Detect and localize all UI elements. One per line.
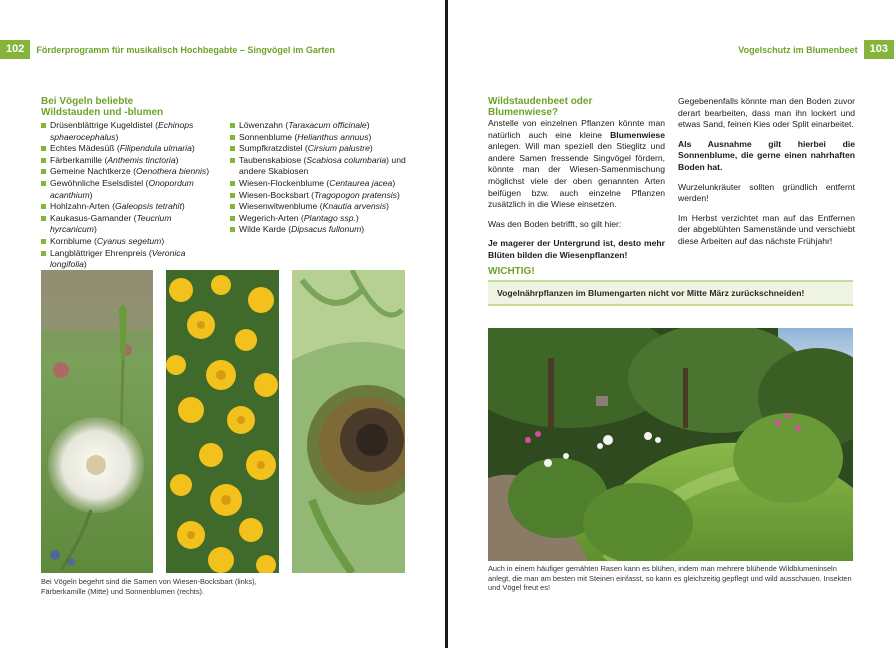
plant-list-item: Taubenskabiose (Scabiosa columbaria) und andere Skabiosen xyxy=(230,155,408,178)
plant-name: Wegerich-Arten xyxy=(239,212,299,223)
plant-name: Sumpfkratzdistel xyxy=(239,143,303,154)
plant-list-item: Kornblume (Cyanus segetum) xyxy=(41,236,219,248)
plant-latin-name: Galeopsis tetrahit xyxy=(114,201,182,212)
right-column-1 xyxy=(488,96,665,262)
right-header xyxy=(732,40,894,59)
plant-list-item: Kaukasus-Gamander (Teucrium hyrcanicum) xyxy=(41,213,219,236)
plant-name: Taubenskabiose xyxy=(239,154,302,165)
plant-suffix: und andere Skabiosen xyxy=(239,154,406,177)
plant-name: Färberkamille xyxy=(50,154,103,165)
book-spine xyxy=(445,0,448,648)
plant-name: Gemeine Nachtkerze xyxy=(50,166,131,177)
plant-name: Echtes Mädesüß xyxy=(50,143,115,154)
plant-name: Drüsenblättrige Kugeldistel xyxy=(50,120,153,130)
plant-name: Sonnenblume xyxy=(239,131,293,142)
plant-list-item: Langblättriger Ehrenpreis (Veronica longifolia) xyxy=(41,248,219,271)
plant-latin-name: Cyanus segetum xyxy=(96,235,162,246)
photo-sonnenblume xyxy=(292,270,405,573)
plant-list-item: Wiesenwitwenblume (Knautia arvensis) xyxy=(230,201,408,213)
plant-name: Langblättriger Ehrenpreis xyxy=(50,247,147,258)
plant-list-item: Gewöhnliche Eselsdistel (Onopordum acanthium) xyxy=(41,178,219,201)
photo-garden xyxy=(488,328,853,561)
plant-latin-name: Oenothera biennis xyxy=(135,166,207,177)
page-number-right: 103 xyxy=(864,40,894,59)
left-page xyxy=(0,0,445,648)
photo-wiesen-bocksbart xyxy=(41,270,153,573)
wichtig-box: Vogelnährpflanzen im Blumengarten nicht vor Mitte März zurückschneiden! xyxy=(488,280,853,306)
page-number-left: 102 xyxy=(0,40,30,59)
section-title-right: Wildstaudenbeet oder Blumenwiese? xyxy=(488,96,593,118)
plant-latin-name: Echinops sphaerocephalus xyxy=(50,120,194,142)
paragraph-bearbeiten: Gegebenenfalls könnte man den Boden zuvor derart bearbeiten, dass man ihn lockert und etwas Sand, feinen Kies oder Split einarbeitet. xyxy=(678,96,855,130)
plant-list-item: Gemeine Nachtkerze (Oenothera biennis) xyxy=(41,166,219,178)
paragraph-ausnahme: Als Ausnahme gilt hierbei die Sonnenblume, die gerne einen nahrhaften Boden hat. xyxy=(678,138,855,172)
plant-name: Wiesen-Bocksbart xyxy=(239,189,309,200)
wichtig-title: WICHTIG! xyxy=(488,266,535,277)
plant-list-col2 xyxy=(230,120,408,236)
paragraph-wurzelunkraeuter: Wurzelunkräuter sollten gründlich entfernt werden! xyxy=(678,181,855,204)
plant-list-item: Drüsenblättrige Kugeldistel (Echinops sphaerocephalus) xyxy=(41,120,219,143)
plant-latin-name: Taraxacum officinale xyxy=(288,120,367,130)
plant-name: Kaukasus-Gamander xyxy=(50,212,132,223)
paragraph-herbst: Im Herbst verzichtet man auf das Entfernen der abgeblühten Samenstände und verschiebt diese Arbeiten auf das nächste Frühjahr! xyxy=(678,212,855,246)
plant-latin-name: Teucrium hyrcanicum xyxy=(50,212,172,235)
plant-name: Kornblume xyxy=(50,235,92,246)
plant-name: Löwenzahn xyxy=(239,120,283,130)
paragraph-boden: Was den Boden betrifft, so gilt hier: xyxy=(488,218,622,229)
plant-name: Gewöhnliche Eselsdistel xyxy=(50,177,144,188)
paragraph-blumenwiese: Anstelle von einzelnen Pflanzen könnte man natürlich auch eine kleine Blumenwiese anlegen. Will man speziell den Stieglitz und andere Samen fressende Singvögel fördern, könnte man der Wiesen-Samenmischung möglichst viele der oben genannten Arten beifügen bzw. auch einzelne Pflanzen zusätzlich in die Wiese einsetzen. xyxy=(488,118,665,210)
plant-latin-name: Centaurea jacea xyxy=(329,177,393,188)
plant-list-item: Wiesen-Flockenblume (Centaurea jacea) xyxy=(230,178,408,190)
plant-latin-name: Filipendula ulmaria xyxy=(119,143,192,154)
plant-name: Wilde Karde xyxy=(239,224,286,235)
plant-list-item: Sumpfkratzdistel (Cirsium palustre) xyxy=(230,143,408,155)
plant-list-item: Echtes Mädesüß (Filipendula ulmaria) xyxy=(41,143,219,155)
plant-list-col1 xyxy=(41,120,219,271)
plant-latin-name: Tragopogon pratensis xyxy=(313,189,397,200)
plant-latin-name: Dipsacus fullonum xyxy=(291,224,362,235)
left-header xyxy=(0,40,341,59)
plant-list-item: Färberkamille (Anthemis tinctoria) xyxy=(41,155,219,167)
plant-name: Wiesenwitwenblume xyxy=(239,201,318,212)
right-page xyxy=(449,0,894,648)
plant-latin-name: Scabiosa columbaria xyxy=(306,154,387,165)
right-column-2 xyxy=(678,96,855,248)
plant-latin-name: Plantago ssp. xyxy=(303,212,356,223)
plant-latin-name: Helianthus annuus xyxy=(297,131,369,142)
photo-caption-left: Bei Vögeln begehrt sind die Samen von Wiesen-Bocksbart (links), Färberkamille (Mitte) und Sonnenblumen (rechts). xyxy=(41,577,257,596)
photo-faerberkamille xyxy=(166,270,279,573)
plant-name: Wiesen-Flockenblume xyxy=(239,177,325,188)
plant-latin-name: Anthemis tinctoria xyxy=(107,154,176,165)
header-title-right: Vogelschutz im Blumenbeet xyxy=(738,44,858,55)
plant-list-item: Sonnenblume (Helianthus annuus) xyxy=(230,132,408,144)
plant-list-item: Löwenzahn (Taraxacum officinale) xyxy=(230,120,408,132)
section-title-left: Bei Vögeln beliebte Wildstauden und -blumen xyxy=(41,96,164,118)
plant-latin-name: Knautia arvensis xyxy=(322,201,387,212)
plant-latin-name: Veronica longifolia xyxy=(50,247,186,270)
plant-name: Hohlzahn-Arten xyxy=(50,201,110,212)
photo-caption-right: Auch in einem häufiger gemähten Rasen kann es blühen, indem man mehrere blühende Wildblumeninseln anlegt, die man am besten mit Steinen einfasst, so kann es gleichzeitig gepflegt und wild ausschauen. Insekten und Vögel freut es! xyxy=(488,564,852,593)
plant-list-item: Hohlzahn-Arten (Galeopsis tetrahit) xyxy=(41,201,219,213)
plant-latin-name: Cirsium palustre xyxy=(307,143,370,154)
plant-list-item: Wiesen-Bocksbart (Tragopogon pratensis) xyxy=(230,190,408,202)
plant-latin-name: Onopordum acanthium xyxy=(50,177,194,200)
plant-list-item: Wilde Karde (Dipsacus fullonum) xyxy=(230,224,408,236)
header-title-left: Förderprogramm für musikalisch Hochbegabte – Singvögel im Garten xyxy=(36,44,335,55)
plant-list-item: Wegerich-Arten (Plantago ssp.) xyxy=(230,213,408,225)
paragraph-mager: Je magerer der Untergrund ist, desto mehr Blüten bilden die Wiesenpflanzen! xyxy=(488,238,665,260)
